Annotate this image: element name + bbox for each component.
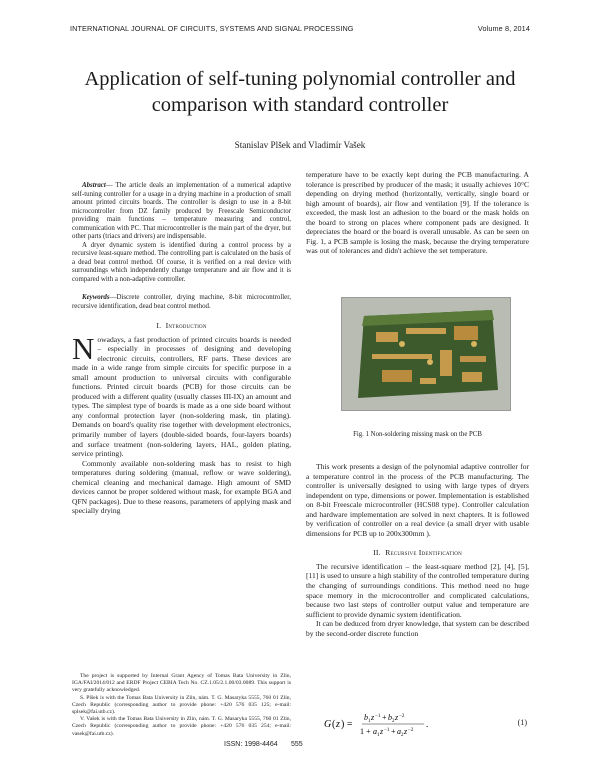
- section2-title: Recursive Identification: [385, 548, 462, 558]
- issn: ISSN: 1998-4464: [224, 741, 278, 748]
- svg-text:z: z: [380, 727, 384, 736]
- drop-cap: N: [72, 330, 95, 366]
- svg-text:) =: ) =: [341, 719, 353, 730]
- right-p1: temperature have to be exactly kept during the PCB manufacturing. A tolerance is prescribed by producer of the mask; it usually achieves 10°C depending on drying method (horizontally, vertically, single board or high amount of boards), air flow and ventilation [9]. If the tolerance is exceeded, the mask lost an adhesion to the board or the mask holds on the board to strong on places where component pads are designed. It depreciates the board or the board is overall unusable. As can be seen on Fig. 1, a PCB sample is losing the mask, because the drying temperature was out of tolerances and didn't achieve the set temperature.: [306, 170, 529, 256]
- equation-1: [306, 710, 529, 738]
- svg-text:b: b: [388, 713, 392, 722]
- abstract-p1: — The article deals an implementation of a numerical adaptive self-tuning controller for a usage in a drying machine in a production of small amount printed circuits boards. The controller is design to use in a 8-bit microcontroller from DZ family produced by Freescale Semiconductor providing main functions – temperature measuring and control, communication with PC. That microcontroller is the main part of the dryer, but other parts (triacs and drivers) are indispensable.: [72, 182, 291, 240]
- intro-p2: Commonly available non-soldering mask has to resist to high temperatures during soldering (manual, reflow or wave soldering), chemical cleaning and mechanical damage. High amount of SMD devices cannot be proper soldered without mask, for example BGA and QFN packages). Due to these reasons, parameters of applying mask and specially drying: [72, 458, 291, 516]
- pcb-figure: [342, 298, 510, 410]
- abstract-lead: Abstract: [82, 182, 106, 189]
- svg-text:−1: −1: [375, 714, 381, 719]
- intro-p1: [72, 330, 291, 459]
- right-p3: The recursive identification – the least-square method [2], [4], [5], [11] is used to unsure a high stability of the controlled temperature during the changing of surroundings conditions. This method need no huge space memory in the microcontroller and complicated calculations, because two last steps of controller output value and temperature are sufficient to provide dynamic system identification.: [306, 561, 529, 619]
- journal-name: INTERNATIONAL JOURNAL OF CIRCUITS, SYSTEMS AND SIGNAL PROCESSING: [70, 24, 354, 33]
- left-column: [72, 182, 291, 516]
- equation-expression: [324, 710, 474, 738]
- svg-text:−2: −2: [408, 728, 414, 733]
- right-p2: This work presents a design of the polynomial adaptive controller for a temperature control in the process of the PCB manufacturing. The controller is universally designed to using with large types of dryers independent on type, dimensions or power. Implementation is established on 8-bit Freescale microcontroller (HCS08 type). Controller calculation and hardware implementation are solved in next chapters. It is followed by verification of controller on a real device (a small dryer with usable dimensions for PCB up to 200x300mm ).: [306, 462, 529, 538]
- svg-text:a: a: [397, 727, 401, 736]
- keywords-lead: Keywords: [82, 294, 110, 301]
- pcb-photo: [341, 297, 511, 411]
- svg-text:.: .: [426, 719, 429, 729]
- svg-text:a: a: [373, 727, 377, 736]
- section-number: I.: [156, 321, 162, 330]
- keywords-text: —Discrete controller, drying machine, 8-bit microcontroller, recursive identification, dead beat control method.: [72, 294, 291, 310]
- right-column-lower: [306, 462, 529, 638]
- svg-text:G: G: [324, 719, 332, 730]
- right-p4: It can be deduced from dryer knowledge, that system can be described by the second-order discrete function: [306, 619, 529, 638]
- figure-caption: Fig. 1 Non-soldering missing mask on the PCB: [353, 431, 482, 438]
- intro-p1-text: owadays, a fast production of printed circuits boards is needed – especially in processes of designing and developing electronic circuits, controllers, RF parts. These devices are made in a wide range from simple circuits for specific purpose in a small amount production to universal circuits with configurable functions. Printed circuit boards (PCB) for those circuits can be produced with a different quality (usually classes III-IX) an amount and types. The simplest type of boards is made as a one side board without any conformal protection layer (non-soldering mask, tin plating). Demands on board's quality rise together with development electronics, primarily number of layers (double-sided boards, four-layers boards) and surface treatment (non-soldering layers, HAL, golden plating, service printing).: [72, 334, 291, 459]
- svg-text:z: z: [395, 713, 399, 722]
- abstract-p2: A dryer dynamic system is identified during a control process by a recursive least-square method. The controlling part is calculated on the basis of a dead beat control method. Of course, it is verified on a real device with surroundings which independently change temperature and air flow and it is compared with a non-adaptive controller.: [72, 241, 291, 283]
- svg-text:2: 2: [401, 733, 404, 738]
- section-heading-identification: [306, 548, 529, 558]
- keywords: [72, 294, 291, 311]
- footnotes: [72, 673, 291, 738]
- svg-text:z: z: [336, 719, 340, 730]
- equation-number: (1): [517, 718, 527, 727]
- footnote-author1: S. Plšek is with the Tomas Bata University in Zlin, nám. T. G. Masaryka 5555, 760 01 Zlin, Czech Republic (corresponding author to provide phone: +420 576 035 125; e-mail: splsek@fai.utb.cz).: [72, 694, 291, 716]
- svg-text:+: +: [391, 727, 396, 736]
- svg-text:z: z: [404, 727, 408, 736]
- svg-text:2: 2: [392, 719, 395, 724]
- volume-label: Volume 8, 2014: [477, 24, 530, 33]
- svg-text:1: 1: [368, 719, 371, 724]
- abstract: [72, 182, 291, 284]
- page-number: 555: [291, 741, 303, 748]
- section2-number: II.: [373, 548, 381, 558]
- paper-title: Application of self-tuning polynomial controller and comparison with standard controller: [84, 68, 516, 116]
- svg-text:1: 1: [377, 733, 380, 738]
- svg-text:−1: −1: [384, 728, 390, 733]
- running-header: [70, 24, 530, 36]
- page-footer: [0, 741, 600, 753]
- section-title: Introduction: [165, 321, 207, 330]
- svg-text:−2: −2: [399, 714, 405, 719]
- footnote-funding: The project is supported by Internal Grant Agency of Tomas Bata University in Zlin, IGA/FAI/2014/012 and ERDF Project CEBIA Tech No. CZ.1.05/2.1.00/03.0089. This support is very gratefully acknowledged.: [72, 673, 291, 694]
- footnote-author2: V. Vašek is with the Tomas Bata University in Zlin, nám. T. G. Masaryka 5555, 760 01 Zlin, Czech Republic (corresponding author to provide phone: +420 576 035 254; e-mail: vasek@fai.utb.cz).: [72, 716, 291, 737]
- right-column: [306, 170, 529, 256]
- authors: Stanislav Plšek and Vladimír Vašek: [234, 140, 366, 150]
- section-heading-introduction: [72, 321, 291, 331]
- svg-text:b: b: [364, 713, 368, 722]
- svg-text:z: z: [371, 713, 375, 722]
- svg-text:+: +: [382, 713, 387, 722]
- svg-text:1 +: 1 +: [360, 727, 371, 736]
- svg-text:(: (: [332, 719, 336, 730]
